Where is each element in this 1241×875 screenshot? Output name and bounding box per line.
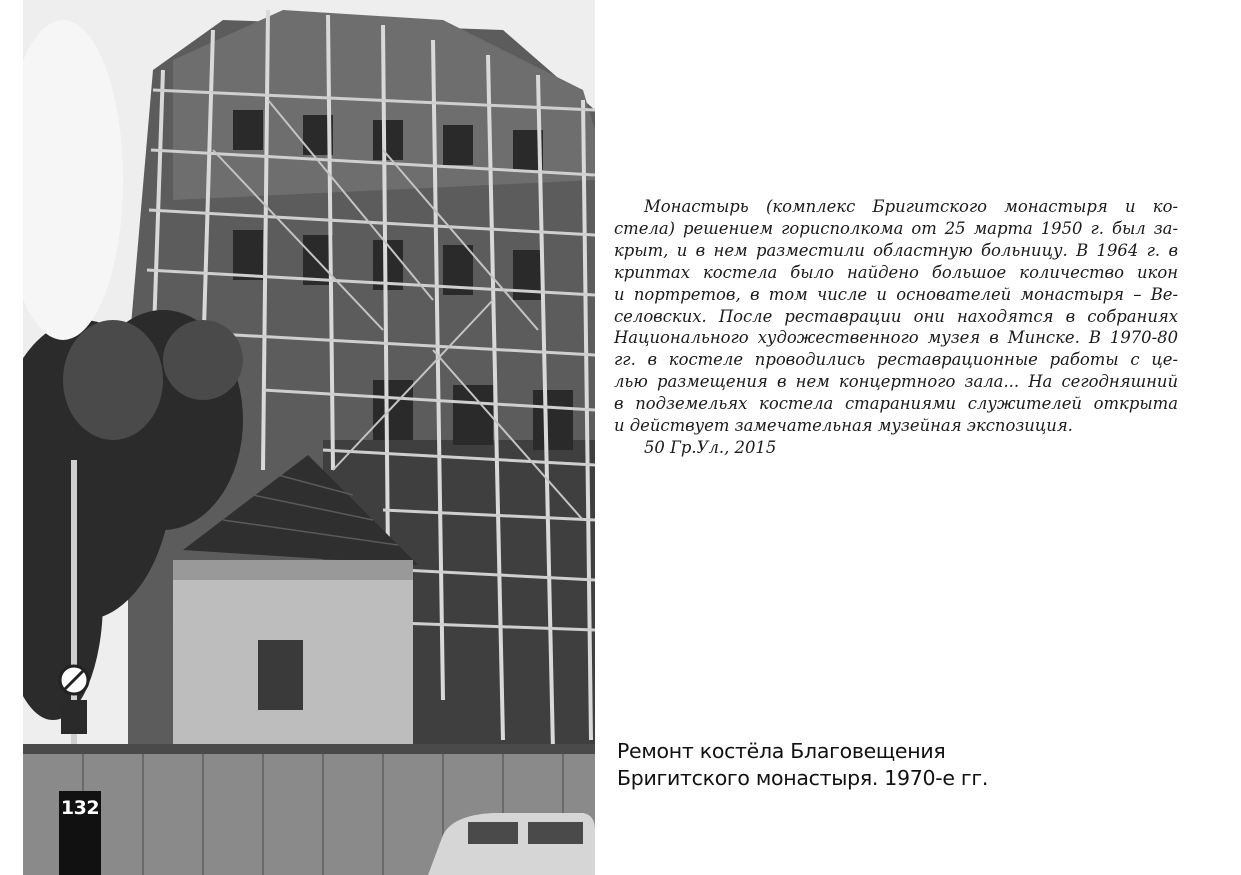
- page-number: 132: [60, 797, 100, 819]
- text-line: селовских. После реставрации они находятся в собраниях: [614, 306, 1178, 326]
- text-line: гг. в костеле проводились реставрационные работы с це-: [614, 350, 1178, 370]
- caption-line-1: Ремонт костёла Благовещения: [617, 739, 946, 763]
- page-number-box: [59, 791, 101, 875]
- text-line: в подземельях костела стараниями служителей открыта: [614, 394, 1178, 414]
- photo-illustration: [23, 0, 595, 875]
- text-line: Национального художественного музея в Минске. В 1970-80: [614, 328, 1178, 348]
- church-scaffolding-photo: [23, 0, 595, 875]
- text-line: и действует замечательная музейная экспозиция.: [614, 416, 1073, 436]
- text-line: криптах костела было найдено большое количество икон: [614, 262, 1178, 282]
- text-line: и портретов, в том числе и основателей монастыря – Ве-: [614, 284, 1178, 304]
- caption-line-2: Бригитского монастыря. 1970-е гг.: [617, 766, 989, 790]
- text-line: крыт, и в нем разместили областную больницу. В 1964 г. в: [614, 240, 1178, 260]
- text-line: стела) решением горисполкома от 25 марта 1950 г. был за-: [614, 218, 1178, 238]
- body-text: [614, 196, 1178, 459]
- text-line: лью размещения в нем концертного зала... На сегодняшний: [614, 372, 1178, 392]
- text-line: Монастырь (комплекс Бригитского монастыря и ко-: [644, 197, 1178, 216]
- photo-caption: [617, 738, 1217, 792]
- source-citation: 50 Гр.Ул., 2015: [644, 437, 777, 457]
